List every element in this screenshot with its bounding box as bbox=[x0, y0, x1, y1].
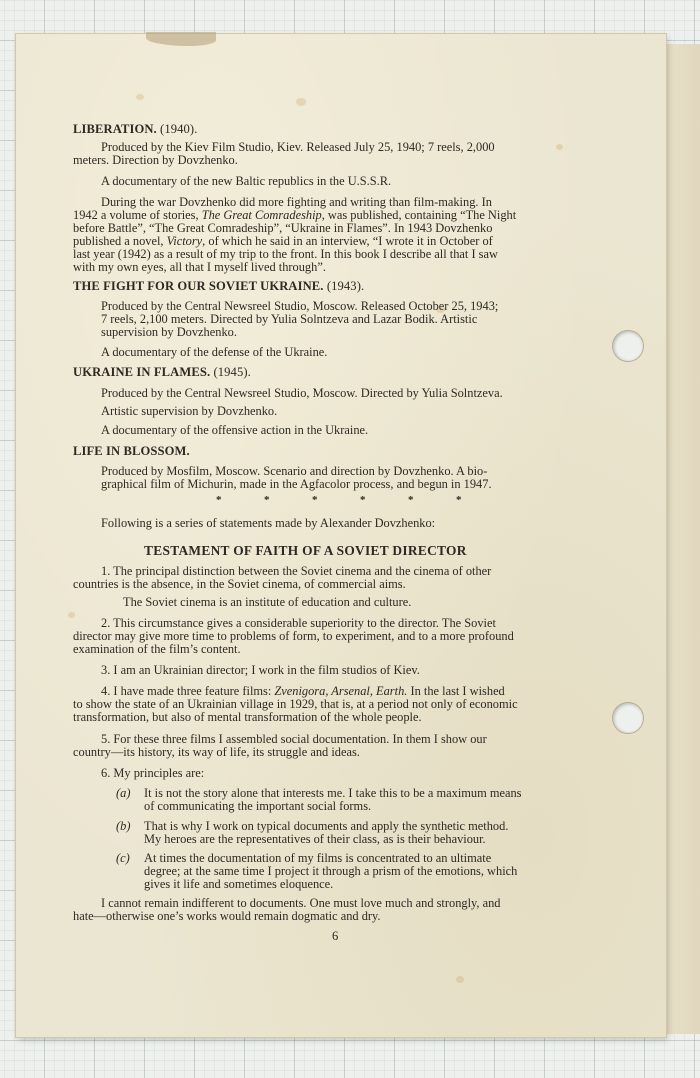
testament-statement-line: examination of the film’s content. bbox=[73, 642, 241, 656]
principle-line: It is not the story alone that interests me. I take this to be a maximum means bbox=[144, 786, 522, 800]
flames-credits-line: Artistic supervision by Dovzhenko. bbox=[101, 404, 278, 418]
liberation-description: A documentary of the new Baltic republics in the U.S.S.R. bbox=[101, 174, 392, 188]
principle-line: degree; at the same time I project it through a prism of the emotions, which bbox=[144, 864, 518, 878]
closing-line: hate—otherwise one’s works would remain dogmatic and dry. bbox=[73, 909, 381, 923]
testament-title: TESTAMENT OF FAITH OF A SOVIET DIRECTOR bbox=[144, 543, 467, 558]
liberation-credits-line: meters. Direction by Dovzhenko. bbox=[73, 153, 238, 167]
closing-line: I cannot remain indifferent to documents. One must love much and strongly, and bbox=[101, 896, 501, 910]
blossom-text-line: graphical film of Michurin, made in the Agfacolor process, and begun in 1947. bbox=[101, 477, 492, 491]
liberation-text-line: 1942 a volume of stories, The Great Comradeship, was published, containing “The Night bbox=[73, 208, 517, 222]
testament-statement-line: 1. The principal distinction between the Soviet cinema and the cinema of other bbox=[101, 564, 492, 578]
fight-credits-line: Produced by the Central Newsreel Studio, Moscow. Released October 25, 1943; bbox=[101, 299, 499, 313]
fight-heading: THE FIGHT FOR OUR SOVIET UKRAINE. (1943). bbox=[73, 279, 365, 293]
flames-heading: UKRAINE IN FLAMES. (1945). bbox=[73, 365, 251, 379]
fight-credits-line: 7 reels, 2,100 meters. Directed by Yulia Solntzeva and Lazar Bodik. Artistic bbox=[101, 312, 478, 326]
testament-statement-line: director may give more time to problems of form, to experiment, and to a more profound bbox=[73, 629, 514, 643]
liberation-text-line: published a novel, Victory, of which he said in an interview, “I wrote it in October of bbox=[73, 234, 493, 248]
testament-statement-line: to show the state of an Ukrainian village in 1929, that is, at a period not only of economic bbox=[73, 697, 518, 711]
principle-line: At times the documentation of my films is concentrated to an ultimate bbox=[144, 851, 492, 865]
blossom-text-line: Produced by Mosfilm, Moscow. Scenario and direction by Dovzhenko. A bio- bbox=[101, 464, 488, 478]
principle-label: (c) bbox=[116, 851, 130, 865]
principle-label: (a) bbox=[116, 786, 131, 800]
separator-star: * bbox=[360, 494, 366, 506]
testament-statement-line: 4. I have made three feature films: Zvenigora, Arsenal, Earth. In the last I wished bbox=[101, 684, 505, 698]
flames-credits-line: Produced by the Central Newsreel Studio, Moscow. Directed by Yulia Solntzeva. bbox=[101, 386, 503, 400]
principle-line: My heroes are the representatives of their class, as is their behaviour. bbox=[144, 832, 486, 846]
liberation-text-line: During the war Dovzhenko did more fighting and writing than film-making. In bbox=[101, 195, 492, 209]
principle-line: of communicating the important social forms. bbox=[144, 799, 372, 813]
liberation-text-line: before Battle”, “The Great Comradeship”, “Ukraine in Flames”. In 1943 Dovzhenko bbox=[73, 221, 493, 235]
liberation-text-line: last year (1942) as a result of my trip to the front. In this book I describe all that I saw bbox=[73, 247, 498, 261]
testament-statement-line: 5. For these three films I assembled social documentation. In them I show our bbox=[101, 732, 487, 746]
flames-description: A documentary of the offensive action in the Ukraine. bbox=[101, 423, 369, 437]
separator-star: * bbox=[312, 494, 318, 506]
document-page bbox=[16, 34, 666, 1037]
liberation-text-line: with my own eyes, all that I myself lived through”. bbox=[73, 260, 326, 274]
testament-statement-line: The Soviet cinema is an institute of education and culture. bbox=[123, 595, 412, 609]
separator-star: * bbox=[264, 494, 270, 506]
testament-statement-line: country—its history, its way of life, its struggle and ideas. bbox=[73, 745, 360, 759]
testament-statement-line: countries is the absence, in the Soviet cinema, of commercial aims. bbox=[73, 577, 406, 591]
separator-star: * bbox=[408, 494, 414, 506]
testament-statement-line: 2. This circumstance gives a considerable superiority to the director. The Soviet bbox=[101, 616, 496, 630]
liberation-heading: LIBERATION. (1940). bbox=[73, 122, 198, 136]
principle-label: (b) bbox=[116, 819, 131, 833]
principle-line: That is why I work on typical documents and apply the synthetic method. bbox=[144, 819, 509, 833]
separator-star: * bbox=[456, 494, 462, 506]
separator-star: * bbox=[216, 494, 222, 506]
page-number: 6 bbox=[332, 929, 339, 943]
testament-statement-line: transformation, but also of mental transformation of the whole people. bbox=[73, 710, 422, 724]
fight-description: A documentary of the defense of the Ukraine. bbox=[101, 345, 328, 359]
page-text bbox=[16, 34, 666, 1037]
fight-credits-line: supervision by Dovzhenko. bbox=[101, 325, 237, 339]
principle-line: gives it life and sometimes eloquence. bbox=[144, 877, 334, 891]
intro-line: Following is a series of statements made by Alexander Dovzhenko: bbox=[101, 516, 436, 530]
liberation-credits-line: Produced by the Kiev Film Studio, Kiev. Released July 25, 1940; 7 reels, 2,000 bbox=[101, 140, 495, 154]
testament-statement-line: 6. My principles are: bbox=[101, 766, 205, 780]
testament-statement-line: 3. I am an Ukrainian director; I work in the film studios of Kiev. bbox=[101, 663, 420, 677]
blossom-heading: LIFE IN BLOSSOM. bbox=[73, 444, 190, 458]
